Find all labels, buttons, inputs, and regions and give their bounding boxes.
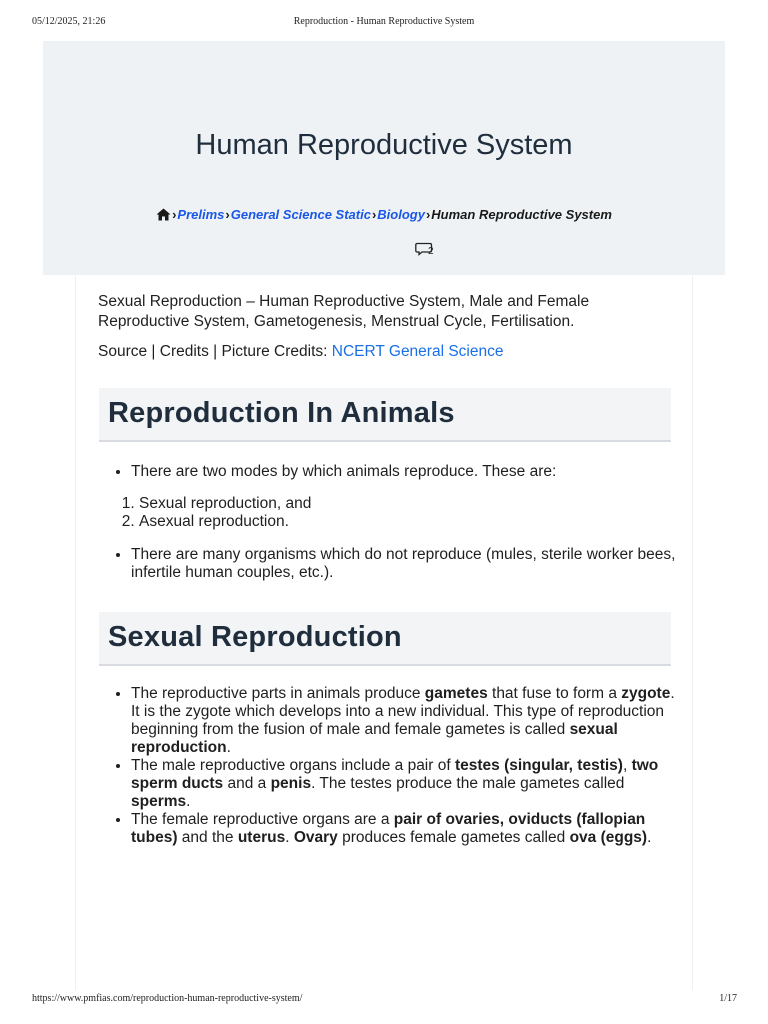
breadcrumb-link-prelims[interactable]: Prelims	[177, 207, 225, 222]
intro-paragraph: Sexual Reproduction – Human Reproductive System, Male and Female Reproductive System, Gametogenesis, Menstrual Cycle, Fertilisation.	[98, 293, 590, 330]
keyword: gametes	[424, 685, 488, 702]
page-title: Human Reproductive System	[195, 129, 573, 161]
list-item-text: ,	[622, 757, 632, 774]
list-item-text: . The testes produce the male gametes called	[311, 775, 625, 792]
keyword: testes (singular, testis)	[454, 757, 623, 774]
list-item	[131, 811, 681, 847]
page-hero	[43, 41, 725, 275]
keyword: pair of ovaries, oviducts (fallopian tubes)	[131, 811, 646, 846]
source-link[interactable]: NCERT General Science	[331, 343, 504, 360]
home-icon[interactable]	[156, 208, 171, 224]
section-heading-reproduction-in-animals	[99, 388, 671, 442]
ordered-list	[98, 495, 679, 531]
comments-link[interactable]	[415, 242, 441, 260]
list-item	[131, 685, 681, 757]
breadcrumb-separator: ›	[172, 207, 177, 222]
list-item: 2. Asexual reproduction.	[139, 513, 679, 531]
keyword: sperms	[131, 793, 187, 810]
source-prefix: Source | Credits | Picture Credits:	[98, 343, 332, 360]
breadcrumb-separator: ›	[425, 207, 431, 222]
list-item-text: .	[186, 793, 191, 810]
list-item-text: produces female gametes called	[337, 829, 570, 846]
list-item-text: The male reproductive organs include a pair of	[131, 757, 455, 774]
keyword: zygote	[621, 685, 671, 702]
list-item-text: and a	[223, 775, 271, 792]
list-item-text: and the	[177, 829, 238, 846]
section-heading-text: Reproduction In Animals	[108, 397, 455, 429]
list-item-text: .	[285, 829, 294, 846]
comment-count: 2	[428, 246, 434, 257]
breadcrumb-link-general-science-static[interactable]: General Science Static	[230, 207, 371, 222]
bullet-list	[98, 685, 681, 847]
keyword: two sperm ducts	[131, 757, 659, 792]
list-item: 1. Sexual reproduction, and	[139, 495, 679, 513]
keyword: uterus	[237, 829, 286, 846]
list-item	[131, 757, 681, 811]
list-item-text: .	[647, 829, 652, 846]
list-item-text: The reproductive parts in animals produce	[131, 685, 425, 702]
print-datetime: 05/12/2025, 21:26	[32, 16, 106, 27]
breadcrumb	[43, 207, 725, 224]
section-heading-sexual-reproduction	[99, 612, 671, 666]
list-item: • There are many organisms which do not reproduce (mules, sterile worker bees, infertile human couples, etc.).	[131, 546, 681, 582]
page-number: 1/17	[719, 993, 737, 1004]
article-content	[75, 275, 693, 990]
bullet-list	[98, 463, 681, 481]
list-item-text: that fuse to form a	[487, 685, 622, 702]
section-heading-text: Sexual Reproduction	[108, 621, 402, 653]
list-item-text: . It is the zygote which develops into a new individual. This type of reproduction beginning from the fusion of male and female gametes is called	[131, 685, 675, 738]
breadcrumb-separator: ›	[371, 207, 377, 222]
breadcrumb-link-biology[interactable]: Biology	[377, 207, 425, 222]
keyword: penis	[270, 775, 312, 792]
breadcrumb-current: Human Reproductive System	[431, 207, 612, 222]
keyword: Ovary	[293, 829, 338, 846]
source-line	[98, 342, 503, 361]
keyword: ova (eggs)	[569, 829, 648, 846]
print-footer	[0, 993, 768, 1007]
list-item-text: The female reproductive organs are a	[131, 811, 394, 828]
print-doc-title: Reproduction - Human Reproductive System	[293, 16, 475, 27]
bullet-list	[98, 546, 681, 582]
keyword: sexual reproduction	[131, 721, 618, 756]
list-item: • There are two modes by which animals reproduce. These are:	[131, 463, 681, 481]
list-item-text: .	[226, 739, 231, 756]
breadcrumb-separator: ›	[225, 207, 230, 222]
print-header	[0, 16, 768, 30]
print-url: https://www.pmfias.com/reproduction-human-reproductive-system/	[32, 993, 303, 1004]
